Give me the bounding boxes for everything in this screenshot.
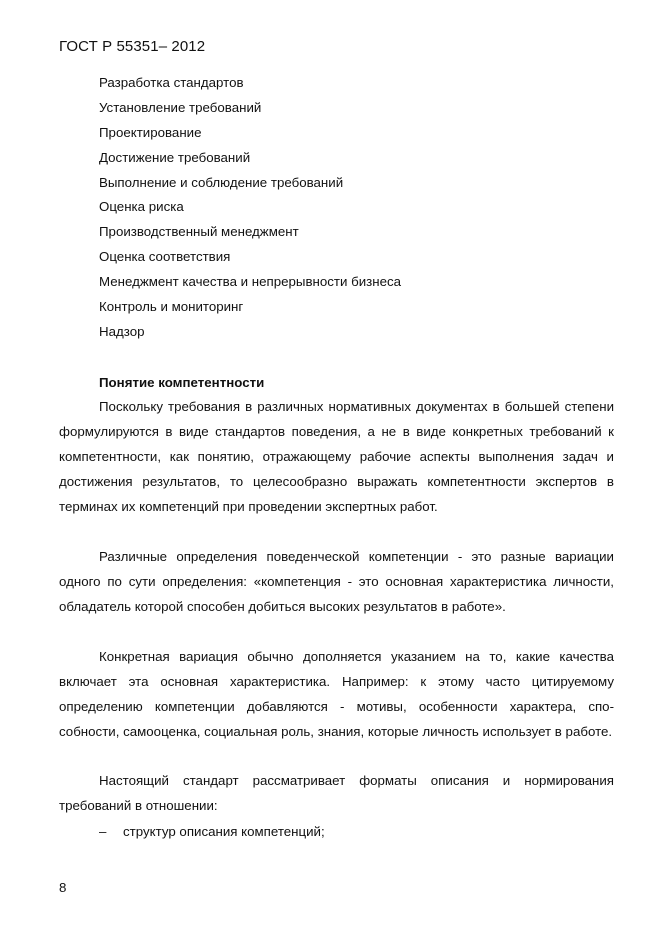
- paragraph: Поскольку требования в различных нормативных документах в большей степени формулируются в виде стандартов поведения, а не в виде конкретных требований к компетентности, как понятию, отражающему рабочие аспекты выполнения задач и достижения результатов, то целесообразно выражать компетентности экспертов в терминах их компетенций при проведении экспертных работ.: [59, 399, 614, 514]
- list-item: Производственный менеджмент: [99, 224, 299, 240]
- list-item: Надзор: [99, 323, 145, 339]
- activity-list: [99, 72, 401, 346]
- list-item: Контроль и мониторинг: [99, 299, 244, 315]
- dash-marker: –: [99, 824, 107, 839]
- list-item: Оценка соответствия: [99, 249, 231, 265]
- list-item: Разработка стандартов: [99, 75, 244, 90]
- dash-list-item-text: структур описания компетенций;: [123, 824, 325, 839]
- document-header: ГОСТ Р 55351– 2012: [59, 38, 206, 55]
- page-number: 8: [59, 880, 67, 895]
- section-title: Понятие компетентности: [99, 375, 265, 390]
- paragraph: Конкретная вариация обычно дополняется указанием на то, какие качества включает эта основная характеристика. Например: к этому часто цитируемому определению компетенции добавляются - мотивы, особенности характера, спо-собности, самооценка, социальная роль, знания, которые личность использует в работе.: [59, 649, 614, 739]
- list-item: Проектирование: [99, 124, 202, 140]
- paragraph: Различные определения поведенческой компетенции - это разные вариации одного по сути определения: «компетенция - это основная характеристика личности, обладатель которой способен добиться высоких результатов в работе».: [59, 549, 614, 614]
- list-item: Достижение требований: [99, 149, 251, 165]
- list-item: Выполнение и соблюдение требований: [99, 174, 344, 190]
- paragraph: Настоящий стандарт рассматривает форматы описания и нормирования требований в отношении:: [59, 773, 614, 813]
- dash-list-item: [99, 822, 325, 842]
- list-item: Установление требований: [99, 99, 262, 115]
- list-item: Оценка риска: [99, 199, 184, 215]
- list-item: Менеджмент качества и непрерывности бизнеса: [99, 274, 402, 290]
